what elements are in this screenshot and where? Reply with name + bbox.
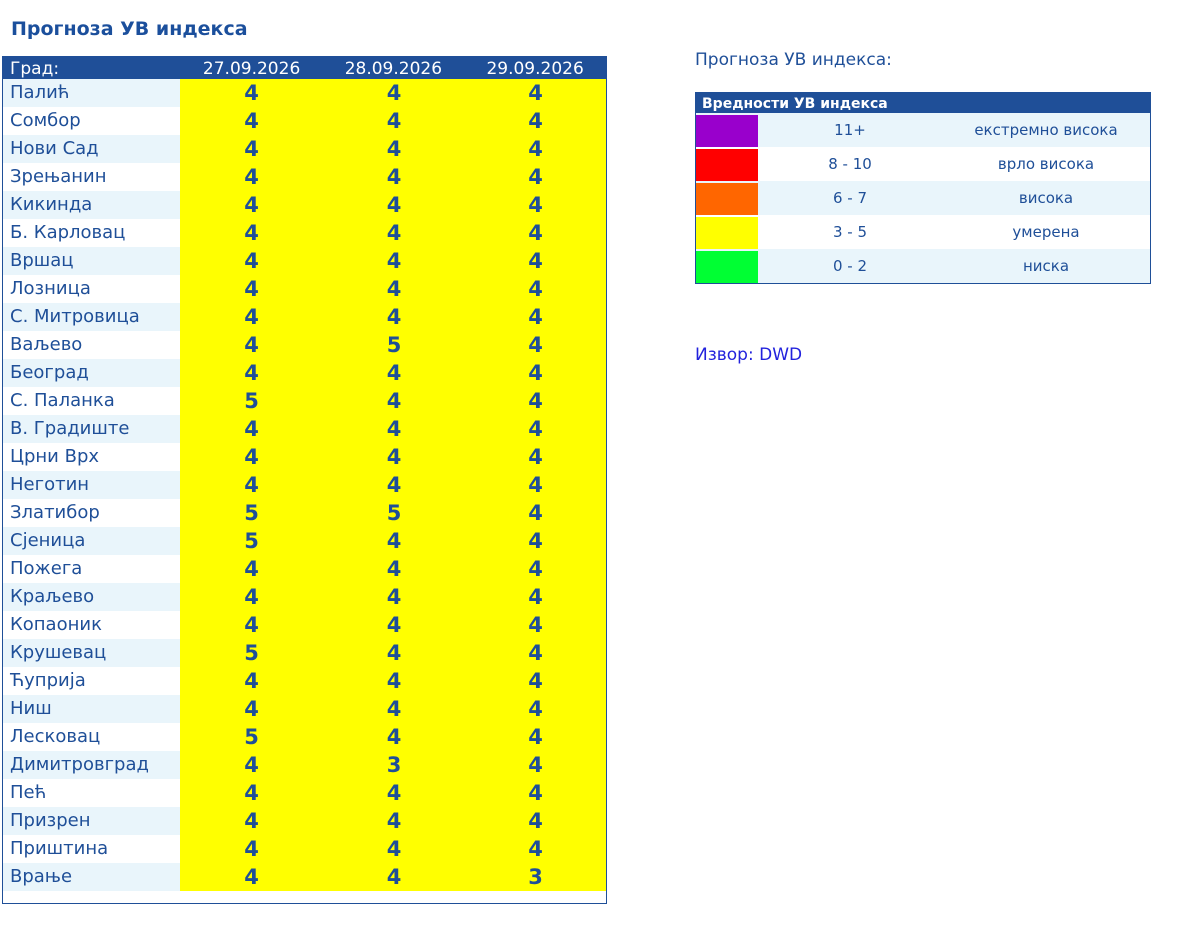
- table-body: [3, 79, 606, 891]
- legend-header: Вредности УВ индекса: [696, 93, 1150, 113]
- city-name: Златибор: [10, 502, 100, 523]
- uv-value-day-3: 4: [528, 613, 543, 637]
- table-row: [3, 863, 606, 891]
- table-row: [3, 415, 606, 443]
- uv-value-day-1: 4: [244, 585, 259, 609]
- uv-value-day-1: 4: [244, 277, 259, 301]
- table-row: [3, 443, 606, 471]
- uv-legend: [695, 92, 1151, 284]
- table-row: [3, 247, 606, 275]
- table-row: [3, 695, 606, 723]
- city-name: Б. Карловац: [10, 222, 126, 243]
- legend-label: ниска: [1022, 257, 1070, 275]
- city-name: Нови Сад: [3, 135, 180, 163]
- table-row: [3, 583, 606, 611]
- city-name: Краљево: [3, 583, 180, 611]
- uv-value-day-1: 4: [244, 81, 259, 105]
- uv-value-day-2: 4: [386, 641, 402, 665]
- city-name: Београд: [3, 359, 180, 387]
- table-row: [3, 275, 606, 303]
- table-row: [3, 807, 606, 835]
- table-row: [3, 639, 606, 667]
- uv-value-day-2: 4: [386, 781, 402, 805]
- uv-value-day-1: 4: [244, 809, 259, 833]
- uv-value-day-1: 4: [244, 473, 259, 497]
- uv-value-day-3: 4: [528, 725, 543, 749]
- legend-range: 0 - 2: [832, 257, 868, 275]
- city-name: Приштина: [10, 838, 109, 859]
- table-row: [3, 163, 606, 191]
- uv-value-day-2: 4: [386, 837, 402, 861]
- uv-value-day-3: 4: [528, 641, 543, 665]
- city-name: Ваљево: [10, 334, 83, 355]
- uv-value-day-1: 4: [244, 445, 259, 469]
- uv-value-day-3: 4: [528, 333, 543, 357]
- uv-value-day-1: 5: [244, 501, 259, 525]
- city-name: Пожега: [10, 558, 83, 579]
- uv-value-day-1: 4: [244, 669, 259, 693]
- table-row: [3, 359, 606, 387]
- uv-value-day-2: 4: [386, 529, 402, 553]
- uv-value-day-2: 4: [386, 109, 402, 133]
- uv-value-day-3: 4: [528, 781, 543, 805]
- legend-row: [696, 113, 1150, 147]
- uv-value-day-1: 4: [244, 417, 259, 441]
- legend-range: 8 - 10: [828, 155, 872, 173]
- table-row: [3, 835, 606, 863]
- uv-value-day-1: 5: [244, 529, 259, 553]
- city-name: С. Паланка: [10, 390, 115, 411]
- uv-value-day-1: 4: [244, 697, 259, 721]
- uv-value-day-3: 4: [528, 669, 543, 693]
- uv-value-day-1: 4: [244, 613, 259, 637]
- uv-value-day-3: 4: [528, 221, 543, 245]
- table-row: [3, 303, 606, 331]
- uv-value-day-2: 4: [386, 669, 402, 693]
- uv-value-day-3: 4: [528, 697, 543, 721]
- uv-value-day-3: 4: [528, 193, 543, 217]
- legend-label: врло висока: [997, 155, 1095, 173]
- legend-range: 6 - 7: [832, 189, 868, 207]
- city-name: Сјеница: [3, 527, 180, 555]
- table-row: [3, 779, 606, 807]
- table-row: [3, 387, 606, 415]
- legend-label: висока: [1018, 189, 1074, 207]
- table-row: [3, 135, 606, 163]
- uv-value-day-1: 4: [244, 753, 259, 777]
- uv-value-day-2: 4: [386, 81, 402, 105]
- legend-row: [696, 147, 1150, 181]
- uv-value-day-3: 4: [528, 109, 543, 133]
- city-name: С. Митровица: [3, 303, 180, 331]
- uv-value-day-2: 4: [386, 165, 402, 189]
- uv-forecast-table: [2, 56, 607, 904]
- uv-value-day-2: 4: [386, 585, 402, 609]
- city-name: Вршац: [3, 247, 180, 275]
- uv-value-day-3: 4: [528, 165, 543, 189]
- uv-value-day-1: 4: [244, 109, 259, 133]
- uv-value-day-1: 5: [244, 725, 259, 749]
- city-name: Лесковац: [10, 726, 101, 747]
- table-row: [3, 79, 606, 107]
- city-name: Пећ: [10, 782, 47, 803]
- legend-range: 3 - 5: [832, 223, 868, 241]
- uv-value-day-3: 4: [528, 837, 543, 861]
- table-row: [3, 331, 606, 359]
- uv-value-day-3: 4: [528, 305, 543, 329]
- uv-value-day-3: 4: [528, 473, 543, 497]
- uv-value-day-1: 4: [244, 865, 259, 889]
- uv-value-day-1: 4: [244, 165, 259, 189]
- table-row: [3, 471, 606, 499]
- table-row: [3, 191, 606, 219]
- uv-value-day-1: 4: [244, 361, 259, 385]
- uv-value-day-2: 4: [386, 221, 402, 245]
- city-name: Призрен: [3, 807, 180, 835]
- uv-value-day-1: 4: [244, 221, 259, 245]
- uv-value-day-2: 3: [386, 753, 402, 777]
- uv-value-day-1: 4: [244, 557, 259, 581]
- header-city: Град:: [10, 59, 60, 79]
- uv-value-day-1: 4: [244, 249, 259, 273]
- legend-label: умерена: [1012, 223, 1080, 241]
- uv-value-day-3: 4: [528, 557, 543, 581]
- uv-value-day-2: 4: [386, 697, 402, 721]
- uv-value-day-2: 5: [386, 501, 402, 525]
- uv-value-day-1: 5: [244, 389, 259, 413]
- table-row: [3, 611, 606, 639]
- legend-caption: Прогноза УВ индекса:: [695, 50, 892, 70]
- color-swatch: [696, 183, 758, 215]
- uv-value-day-1: 5: [244, 641, 259, 665]
- uv-value-day-2: 4: [386, 417, 402, 441]
- uv-value-day-2: 4: [386, 865, 402, 889]
- uv-value-day-2: 4: [386, 277, 402, 301]
- uv-value-day-2: 4: [386, 137, 402, 161]
- table-row: [3, 555, 606, 583]
- city-name: Ниш: [3, 695, 180, 723]
- uv-value-day-2: 4: [386, 725, 402, 749]
- uv-value-day-2: 5: [386, 333, 402, 357]
- city-name: Лозница: [10, 278, 91, 299]
- uv-value-day-1: 4: [244, 137, 259, 161]
- uv-value-day-2: 4: [386, 809, 402, 833]
- uv-value-day-2: 4: [386, 193, 402, 217]
- table-row: [3, 527, 606, 555]
- city-name: Ћуприја: [10, 670, 86, 691]
- header-day-2: 28.09.2026: [344, 59, 443, 79]
- uv-value-day-1: 4: [244, 781, 259, 805]
- uv-value-day-2: 4: [386, 557, 402, 581]
- city-name: Црни Врх: [10, 446, 100, 467]
- uv-value-day-2: 4: [386, 445, 402, 469]
- uv-value-day-2: 4: [386, 249, 402, 273]
- uv-value-day-2: 4: [386, 389, 402, 413]
- uv-value-day-3: 4: [528, 361, 543, 385]
- header-day-3: 29.09.2026: [486, 59, 584, 79]
- uv-value-day-3: 4: [528, 389, 543, 413]
- table-row: [3, 667, 606, 695]
- uv-value-day-1: 4: [244, 193, 259, 217]
- uv-value-day-3: 4: [528, 501, 543, 525]
- uv-value-day-3: 4: [528, 417, 543, 441]
- legend-range: 11+: [834, 121, 866, 139]
- uv-value-day-3: 4: [528, 809, 543, 833]
- uv-value-day-3: 3: [528, 865, 543, 889]
- city-name: Врање: [3, 863, 180, 891]
- uv-value-day-3: 4: [528, 137, 543, 161]
- uv-value-day-3: 4: [528, 529, 543, 553]
- city-name: Кикинда: [3, 191, 180, 219]
- legend-row: [696, 215, 1150, 249]
- header-day-1: 27.09.2026: [202, 59, 301, 79]
- city-name: Крушевац: [3, 639, 180, 667]
- city-name: В. Градиште: [3, 415, 180, 443]
- uv-value-day-3: 4: [528, 753, 543, 777]
- table-row: [3, 751, 606, 779]
- uv-value-day-1: 4: [244, 837, 259, 861]
- uv-value-day-1: 4: [244, 333, 259, 357]
- source-text: Извор: DWD: [695, 345, 803, 365]
- table-row: [3, 107, 606, 135]
- city-name: Неготин: [3, 471, 180, 499]
- city-name: Палић: [3, 79, 180, 107]
- legend-label: екстремно висока: [974, 121, 1118, 139]
- uv-value-day-3: 4: [528, 249, 543, 273]
- uv-value-day-2: 4: [386, 361, 402, 385]
- uv-value-day-3: 4: [528, 277, 543, 301]
- table-row: [3, 219, 606, 247]
- city-name: Димитровград: [3, 751, 180, 779]
- uv-value-day-3: 4: [528, 81, 543, 105]
- uv-value-day-1: 4: [244, 305, 259, 329]
- uv-value-day-2: 4: [386, 473, 402, 497]
- page-title: Прогноза УВ индекса: [11, 18, 248, 40]
- color-swatch: [696, 149, 758, 181]
- city-name: Копаоник: [10, 614, 102, 635]
- legend-row: [696, 181, 1150, 215]
- uv-value-day-3: 4: [528, 585, 543, 609]
- color-swatch: [696, 115, 758, 147]
- legend-row: [696, 249, 1150, 283]
- table-row: [3, 723, 606, 751]
- table-row: [3, 499, 606, 527]
- uv-value-day-2: 4: [386, 613, 402, 637]
- uv-value-day-2: 4: [386, 305, 402, 329]
- table-header: [3, 57, 606, 79]
- city-name: Зрењанин: [10, 166, 107, 187]
- city-name: Сомбор: [10, 110, 81, 131]
- color-swatch: [696, 217, 758, 249]
- color-swatch: [696, 251, 758, 283]
- uv-value-day-3: 4: [528, 445, 543, 469]
